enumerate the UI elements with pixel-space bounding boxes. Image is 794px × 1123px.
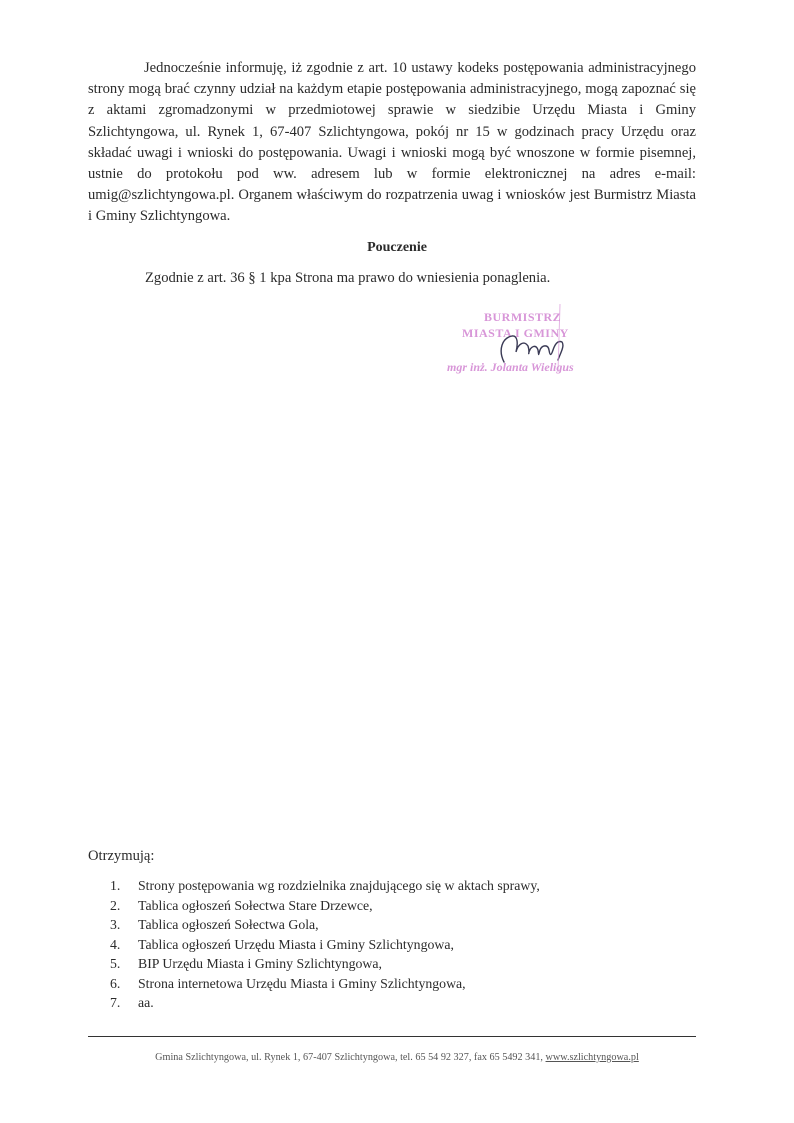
footer-address: Gmina Szlichtyngowa, ul. Rynek 1, 67-407 Szlichtyngowa, tel. 65 54 92 327, fax 65 5492 341, [155,1052,543,1063]
list-item: 2. Tablica ogłoszeń Sołectwa Stare Drzewce, [110,897,373,913]
stamp-line-name: mgr inż. Jolanta Wieligus [447,360,574,374]
section-heading: Pouczenie [367,240,427,255]
list-item: 3. Tablica ogłoszeń Sołectwa Gola, [110,917,319,932]
body-paragraph-text: Jednocześnie informuję, iż zgodnie z art. 10 ustawy kodeks postępowania administracyjnego strony mogą brać czynny udział na każdym etapie postępowania administracyjnego, mogą zapoznać się z aktami zgromadzonymi w przedmiotowej sprawie w siedzibie Urzędu Miasta i Gminy Szlichtyngowa, ul. Rynek 1, 67-407 Szlichtyngowa, pokój nr 15 w godzinach pracy Urzędu oraz składać uwagi i wnioski do postępowania. Uwagi i wnioski mogą być wnoszone w formie pisemnej, ustnie do protokołu pod ww. adresem lub w formie elektronicznej na adres e-mail: umig@szlichtyngowa.pl. Organem właściwym do rozpatrzenia uwag i wniosków jest Burmistrz Miasta i Gminy Szlichtyngowa. [88,60,696,225]
list-item: 7. aa. [110,995,154,1010]
stamp-line-title: BURMISTRZ [484,310,562,324]
official-stamp [432,300,632,385]
footer [0,1052,794,1063]
signature-icon [432,300,632,385]
list-item: 1. Strony postępowania wg rozdzielnika znajdującego się w aktach sprawy, [110,878,540,893]
stamp-line-office: MIASTA I GMINY [462,326,569,340]
footer-divider [88,1036,696,1037]
list-item: 6. Strona internetowa Urzędu Miasta i Gminy Szlichtyngowa, [110,975,466,991]
instruction-text: Zgodnie z art. 36 § 1 kpa Strona ma prawo do wniesienia ponaglenia. [145,270,551,286]
footer-website-link[interactable]: www.szlichtyngowa.pl [545,1052,639,1063]
list-item: 4. Tablica ogłoszeń Urzędu Miasta i Gminy Szlichtyngowa, [110,936,454,952]
recipients-list [110,876,540,1013]
body-paragraph [88,58,696,228]
list-item: 5. BIP Urzędu Miasta i Gminy Szlichtyngowa, [110,956,382,971]
recipients-title: Otrzymują: [88,848,155,864]
